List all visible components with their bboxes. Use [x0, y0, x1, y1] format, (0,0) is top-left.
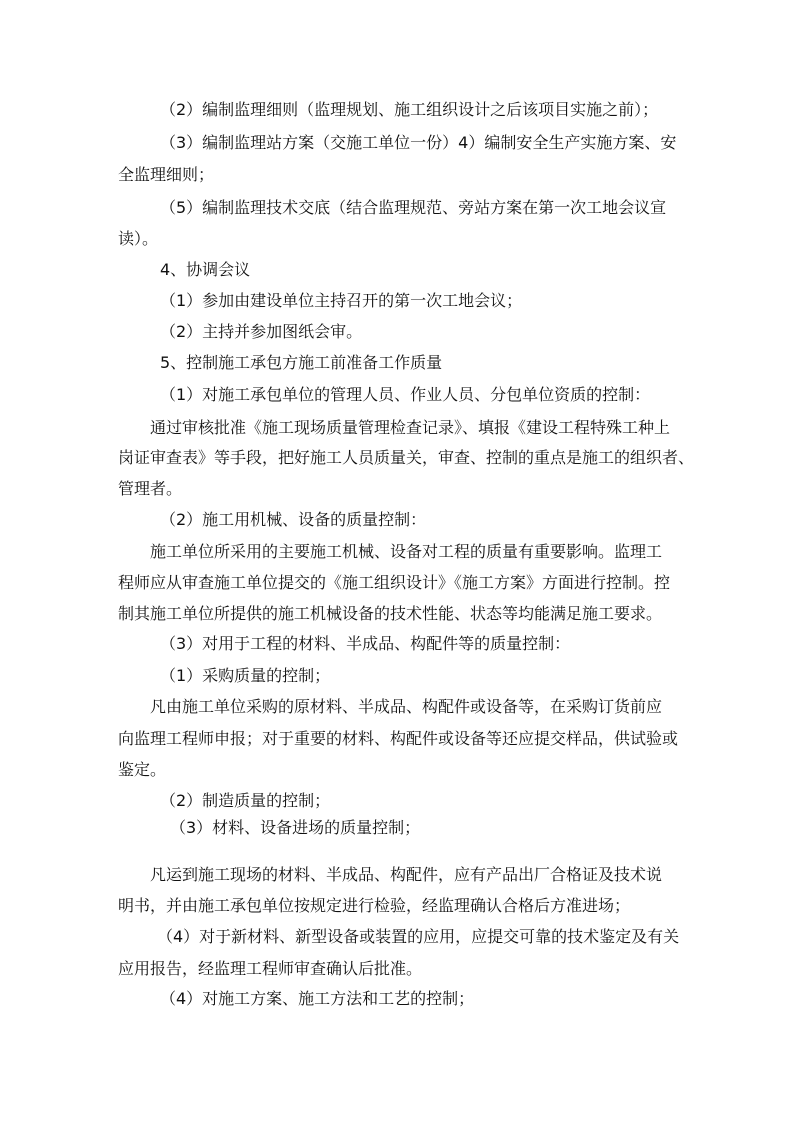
text-line: 凡由施工单位采购的原材料、半成品、构配件或设备等，在采购订货前应 — [150, 697, 663, 716]
text-line: 施工单位所采用的主要施工机械、设备对工程的质量有重要影响。监理工 — [150, 542, 663, 561]
text-line: （1）参加由建设单位主持召开的第一次工地会议； — [160, 291, 523, 310]
text-line: （2）主持并参加图纸会审。 — [160, 322, 363, 341]
text-line: （4）对施工方案、施工方法和工艺的控制； — [160, 989, 475, 1008]
text-line: （2）制造质量的控制； — [160, 791, 331, 810]
text-line: 5、控制施工承包方施工前准备工作质量 — [160, 353, 443, 372]
text-line: （4）对于新材料、新型设备或装置的应用，应提交可靠的技术鉴定及有关 — [157, 927, 680, 946]
text-line: 4、协调会议 — [160, 260, 251, 279]
text-line: （3）材料、设备进场的质量控制； — [170, 818, 421, 837]
text-line: 程师应从审查施工单位提交的《施工组织设计》《施工方案》方面进行控制。控 — [118, 573, 671, 592]
text-line: 制其施工单位所提供的施工机械设备的技术性能、状态等均能满足施工要求。 — [118, 604, 663, 623]
text-line: 岗证审查表》等手段，把好施工人员质量关，审查、控制的重点是施工的组织者、 — [118, 448, 695, 467]
text-line: 管理者。 — [118, 479, 183, 498]
text-line: 应用报告，经监理工程师审查确认后批准。 — [118, 959, 423, 978]
text-line: 明书，并由施工承包单位按规定进行检验，经监理确认合格后方准进场； — [118, 896, 631, 915]
text-line: 读）。 — [118, 229, 159, 248]
text-line: 鉴定。 — [118, 760, 167, 779]
text-line: （3）对用于工程的材料、半成品、构配件等的质量控制： — [160, 634, 571, 653]
text-line: （1）采购质量的控制； — [160, 666, 331, 685]
text-line: 向监理工程师申报；对于重要的材料、构配件或设备等还应提交样品，供试验或 — [118, 729, 679, 748]
text-line: （5）编制监理技术交底（结合监理规范、旁站方案在第一次工地会议宣 — [160, 198, 667, 217]
text-line: 通过审核批准《施工现场质量管理检查记录》、填报《建设工程特殊工种上 — [150, 418, 671, 437]
text-line: （1）对施工承包单位的管理人员、作业人员、分包单位资质的控制： — [160, 385, 651, 404]
text-line: （3）编制监理站方案（交施工单位一份）4）编制安全生产实施方案、安 — [160, 133, 677, 152]
text-line: 全监理细则； — [118, 165, 215, 184]
text-line: 凡运到施工现场的材料、半成品、构配件，应有产品出厂合格证及技术说 — [150, 865, 663, 884]
text-line: （2）施工用机械、设备的质量控制： — [160, 510, 427, 529]
text-line: （2）编制监理细则（监理规划、施工组织设计之后该项目实施之前）； — [160, 100, 659, 119]
